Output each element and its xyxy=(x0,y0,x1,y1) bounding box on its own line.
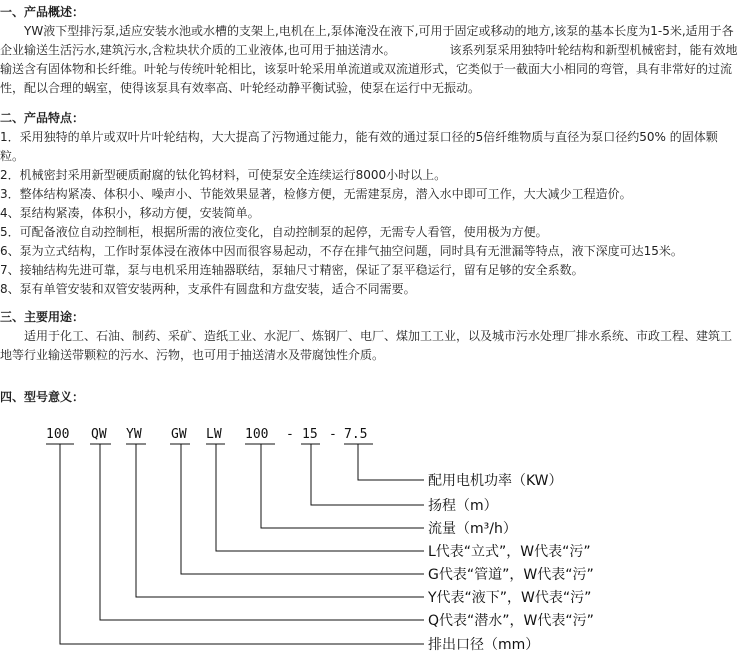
feature-item: 4、泵结构紧凑，体积小，移动方便，安装简单。 xyxy=(0,206,260,220)
feature-item: 1．采用独特的单片或双叶片叶轮结构，大大提高了污物通过能力，能有效的通过泵口径的5倍纤维物质与直径为泵口径约50% 的固体颗粒。 xyxy=(0,130,718,163)
model-labels xyxy=(427,472,594,653)
feature-item: 5．可配备液位自动控制柜，根据所需的液位变化，自动控制泵的起停，无需专人看管，使用极为方便。 xyxy=(0,225,548,239)
feature-item: 6、泵为立式结构，工作时泵体浸在液体中因而很容易起动，不存在排气抽空问题，同时具有无泄漏等特点，液下深度可达15米。 xyxy=(0,244,683,258)
code-qw: QW xyxy=(91,427,107,442)
features-heading: 二、产品特点： xyxy=(0,111,85,125)
code-head: 15 xyxy=(302,427,318,442)
code-dash-1: - xyxy=(286,427,294,442)
underline-lw xyxy=(206,444,424,551)
model-heading: 四、型号意义： xyxy=(0,390,85,404)
feature-item: 3．整体结构紧凑、体积小、噪声小、节能效果显著，检修方便，无需建泵房，潜入水中即可工作，大大减少工程造价。 xyxy=(0,187,632,201)
label-power: 配用电机功率（KW） xyxy=(428,473,563,489)
label-lw: L代表“立式”，W代表“污” xyxy=(428,544,591,560)
code-yw: YW xyxy=(126,427,142,442)
underline-caliber xyxy=(46,444,424,644)
underline-qw xyxy=(90,444,424,620)
uses-heading: 三、主要用途： xyxy=(0,310,85,324)
label-head: 扬程（m） xyxy=(428,498,498,514)
code-lw: LW xyxy=(206,427,222,442)
label-yw: Y代表“液下”，W代表“污” xyxy=(428,590,592,606)
features-section xyxy=(0,109,740,299)
model-code-diagram xyxy=(0,410,745,670)
feature-item: 7、接轴结构先进可靠，泵与电机采用连轴器联结，泵轴尺寸精密，保证了泵平稳运行，留有足够的安全系数。 xyxy=(0,263,584,277)
label-flow: 流量（m³/h） xyxy=(428,521,517,537)
underline-gw xyxy=(170,444,424,574)
overview-paragraph: YW液下型排污泵,适应安装水池或水槽的支架上,电机在上,泵体淹没在液下,可用于固定或移动的地方,该泵的基本长度为1-5米,适用于各企业输送生活污水,建筑污水,含粒块状介质的工业液体,也可用于抽送清水。 该系列泵采用独特叶轮结构和新型机械密封，能有效地输送含有固体物和长纤维。叶轮与传统叶轮相比，该泵叶轮采用单流道或双流道形式，它类似于一截面大小相同的弯管，具有非常好的过流性，配以合理的蜗室，使得该泵具有效率高、叶轮经动静平衡试验，使泵在运行中无振动。 xyxy=(0,24,738,95)
code-power: 7.5 xyxy=(344,427,368,442)
underline-flow xyxy=(245,444,424,528)
uses-paragraph: 适用于化工、石油、制药、采矿、造纸工业、水泥厂、炼钢厂、电厂、煤加工工业，以及城市污水处理厂排水系统、市政工程、建筑工地等行业输送带颗粒的污水、污物，也可用于抽送清水及带腐蚀性介质。 xyxy=(0,329,733,362)
code-caliber: 100 xyxy=(46,427,70,442)
underline-power xyxy=(344,444,424,480)
code-dash-2: - xyxy=(329,427,337,442)
label-gw: G代表“管道”，W代表“污” xyxy=(428,567,594,583)
overview-heading: 一、产品概述： xyxy=(0,5,85,19)
code-flow: 100 xyxy=(245,427,269,442)
label-qw: Q代表“潜水”，W代表“污” xyxy=(428,613,594,629)
diagram-lines xyxy=(46,444,424,644)
label-caliber: 排出口径（mm） xyxy=(428,637,540,653)
underline-head xyxy=(301,444,424,505)
feature-item: 2．机械密封采用新型硬质耐腐的钛化钨材料，可使泵安全连续运行8000小时以上。 xyxy=(0,168,447,182)
model-codes xyxy=(46,427,367,442)
uses-section xyxy=(0,308,740,365)
overview-section xyxy=(0,3,740,98)
feature-item: 8、泵有单管安装和双管安装两种，支承件有圆盘和方盘安装，适合不同需要。 xyxy=(0,282,416,296)
code-gw: GW xyxy=(171,427,187,442)
